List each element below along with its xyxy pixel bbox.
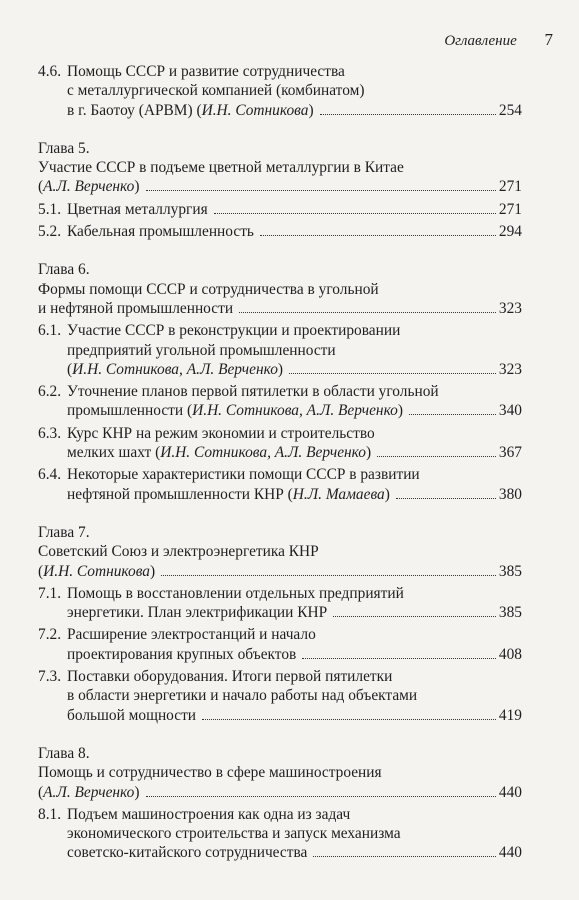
entry-title-line: Участие СССР в подъеме цветной металлургии в Китае (38, 159, 404, 177)
entry-title-line: Расширение электростанций и начало (67, 626, 316, 644)
entry-author: И.Н. Сотникова (201, 101, 309, 119)
entry-title-line: Некоторые характеристики помощи СССР в развитии (67, 466, 420, 484)
entry-title-text (67, 485, 390, 504)
entry-author: А.Л. Верченко (43, 178, 135, 196)
entry-title-text (67, 222, 254, 241)
entry-title-line: экономического строительства и запуск механизма (67, 825, 401, 843)
entry-title-text (67, 101, 314, 120)
toc-section-entry[interactable] (38, 625, 522, 664)
entry-title-text (38, 299, 233, 318)
entry-title-end: ( (38, 562, 44, 580)
entry-page-number: 271 (498, 178, 522, 196)
toc-section-entry[interactable] (38, 805, 522, 863)
toc-section-entry[interactable] (38, 382, 522, 421)
entry-author: И.Н. Сотникова (43, 562, 151, 580)
entry-author-close: ) (384, 485, 390, 503)
chapter-gap (38, 725, 522, 744)
dot-leader (377, 456, 496, 457)
toc-section-entry[interactable] (38, 465, 522, 504)
entry-title-text (67, 645, 296, 664)
dot-leader (302, 658, 496, 659)
entry-title-line: Советский Союз и электроэнергетика КНР (38, 543, 319, 561)
entry-title-text (67, 603, 327, 622)
chapter-label: Глава 7. (38, 523, 90, 541)
dot-leader (239, 312, 496, 313)
toc-chapter-entry[interactable] (38, 744, 522, 802)
dot-leader (202, 719, 496, 720)
entry-title-line: Подъем машиностроения как одна из задач (67, 805, 351, 823)
dot-leader (396, 498, 496, 499)
page-number: 7 (544, 30, 553, 49)
entry-title-end: мелких шахт ( (67, 444, 161, 462)
entry-title-end: ( (38, 178, 44, 196)
entry-page-number: 440 (498, 783, 522, 801)
entry-author: И.Н. Сотникова, А.Л. Верченко (160, 444, 366, 462)
entry-author: А.Л. Верченко (43, 783, 135, 801)
entry-title-line: Помощь и сотрудничество в сфере машиностроения (38, 764, 382, 782)
entry-page-number: 271 (498, 200, 522, 218)
entry-page-number: 385 (498, 604, 522, 622)
entry-title-line: Формы помощи СССР и сотрудничества в угольной (38, 280, 379, 298)
dot-leader (409, 414, 496, 415)
entry-title-end: нефтяной промышленности КНР ( (67, 485, 293, 503)
entry-author-close: ) (277, 360, 284, 378)
entry-author-close: ) (134, 178, 140, 196)
entry-last-line (67, 222, 522, 241)
dot-leader (313, 856, 496, 857)
section-number: 6.4. (38, 466, 62, 484)
entry-last-line (67, 360, 522, 379)
entry-last-line (38, 783, 522, 802)
toc-section-entry[interactable] (38, 321, 522, 379)
entry-title-line: с металлургической компанией (комбинатом) (67, 82, 365, 100)
chapter-gap (38, 504, 522, 523)
entry-last-line (67, 200, 522, 219)
entry-page-number: 323 (498, 360, 522, 378)
entry-title-text (38, 177, 140, 196)
entry-title-end: Кабельная промышленность (67, 223, 254, 241)
header-title: Оглавление (444, 33, 517, 49)
entry-title-text (38, 562, 155, 581)
entry-page-number: 408 (498, 645, 522, 663)
entry-last-line (67, 101, 522, 120)
entry-last-line (38, 562, 522, 581)
entry-page-number: 440 (498, 844, 522, 862)
entry-title-line: Участие СССР в реконструкции и проектировании (67, 322, 401, 340)
section-number: 7.1. (38, 584, 62, 602)
entry-last-line (67, 645, 522, 664)
entry-title-end: большой мощности (67, 706, 197, 724)
table-of-contents (38, 62, 522, 863)
section-number: 6.3. (38, 424, 62, 442)
entry-title-line: предприятий угольной промышленности (67, 341, 336, 359)
toc-section-entry[interactable] (38, 584, 522, 623)
entry-title-end: промышленности ( (67, 402, 193, 420)
entry-page-number: 419 (498, 706, 522, 724)
entry-title-line: Помощь в восстановлении отдельных предприятий (67, 584, 404, 602)
entry-page-number: 367 (498, 444, 522, 462)
entry-last-line (38, 299, 522, 318)
entry-author: И.Н. Сотникова, А.Л. Верченко (72, 360, 278, 378)
toc-section-entry[interactable] (38, 222, 522, 241)
entry-title-text (38, 783, 140, 802)
entry-last-line (67, 485, 522, 504)
toc-chapter-entry[interactable] (38, 139, 522, 197)
entry-title-line: Помощь СССР и развитие сотрудничества (67, 63, 345, 80)
entry-page-number: 254 (498, 101, 522, 119)
entry-title-text (67, 401, 403, 420)
chapter-label: Глава 6. (38, 261, 90, 279)
entry-author-close: ) (365, 444, 372, 462)
entry-author-close: ) (150, 562, 156, 580)
entry-title-text (67, 360, 283, 379)
entry-last-line (67, 603, 522, 622)
entry-page-number: 323 (498, 299, 522, 317)
toc-section-entry[interactable] (38, 424, 522, 463)
entry-title-text (67, 706, 196, 725)
section-number: 8.1. (38, 805, 62, 823)
entry-last-line (67, 401, 522, 420)
entry-page-number: 340 (498, 402, 522, 420)
toc-chapter-entry[interactable] (38, 523, 522, 581)
entry-title-line: Поставки оборудования. Итоги первой пятилетки (67, 668, 393, 686)
section-number: 7.2. (38, 626, 62, 644)
entry-title-text (67, 843, 307, 862)
entry-last-line (67, 706, 522, 725)
entry-author: И.Н. Сотникова, А.Л. Верченко (192, 402, 398, 420)
chapter-gap (38, 241, 522, 260)
running-header (444, 30, 553, 50)
entry-last-line (38, 177, 522, 196)
entry-last-line (67, 443, 522, 462)
toc-section-entry[interactable] (38, 200, 522, 219)
section-number: 5.1. (38, 200, 62, 218)
dot-leader (260, 235, 496, 236)
entry-page-number: 380 (498, 485, 522, 503)
entry-author: Н.Л. Мамаева (292, 485, 385, 503)
section-number: 7.3. (38, 668, 62, 686)
entry-title-end: энергетики. План электрификации КНР (67, 604, 328, 622)
dot-leader (333, 616, 496, 617)
entry-title-text (67, 200, 208, 219)
entry-title-line: в области энергетики и начало работы над объектами (67, 687, 418, 705)
toc-section-entry[interactable] (38, 62, 522, 120)
toc-section-entry[interactable] (38, 667, 522, 725)
dot-leader (146, 190, 496, 191)
entry-author-close: ) (308, 101, 314, 119)
entry-author-close: ) (397, 402, 404, 420)
section-number: 5.2. (38, 223, 62, 241)
dot-leader (289, 373, 496, 374)
section-number: 6.2. (38, 383, 62, 401)
entry-last-line (67, 843, 522, 862)
entry-title-end: в г. Баотоу (АРВМ) ( (67, 101, 202, 119)
entry-title-end: ( (67, 360, 73, 378)
section-number: 4.6. (38, 63, 62, 80)
chapter-gap (38, 120, 522, 139)
entry-page-number: 385 (498, 562, 522, 580)
entry-title-end: проектирования крупных объектов (67, 645, 297, 663)
section-number: 6.1. (38, 322, 62, 340)
entry-title-line: Курс КНР на режим экономии и строительство (67, 424, 375, 442)
dot-leader (214, 213, 496, 214)
entry-title-end: и нефтяной промышленности (38, 299, 234, 317)
entry-title-line: Уточнение планов первой пятилетки в области угольной (67, 383, 439, 401)
entry-page-number: 294 (498, 223, 522, 241)
dot-leader (146, 796, 496, 797)
entry-author-close: ) (134, 783, 140, 801)
entry-title-text (67, 443, 371, 462)
chapter-label: Глава 8. (38, 744, 90, 762)
chapter-label: Глава 5. (38, 139, 90, 157)
entry-title-end: ( (38, 783, 44, 801)
dot-leader (320, 114, 496, 115)
entry-title-end: советско-китайского сотрудничества (67, 844, 308, 862)
dot-leader (161, 575, 496, 576)
entry-title-end: Цветная металлургия (67, 200, 208, 218)
toc-chapter-entry[interactable] (38, 260, 522, 318)
